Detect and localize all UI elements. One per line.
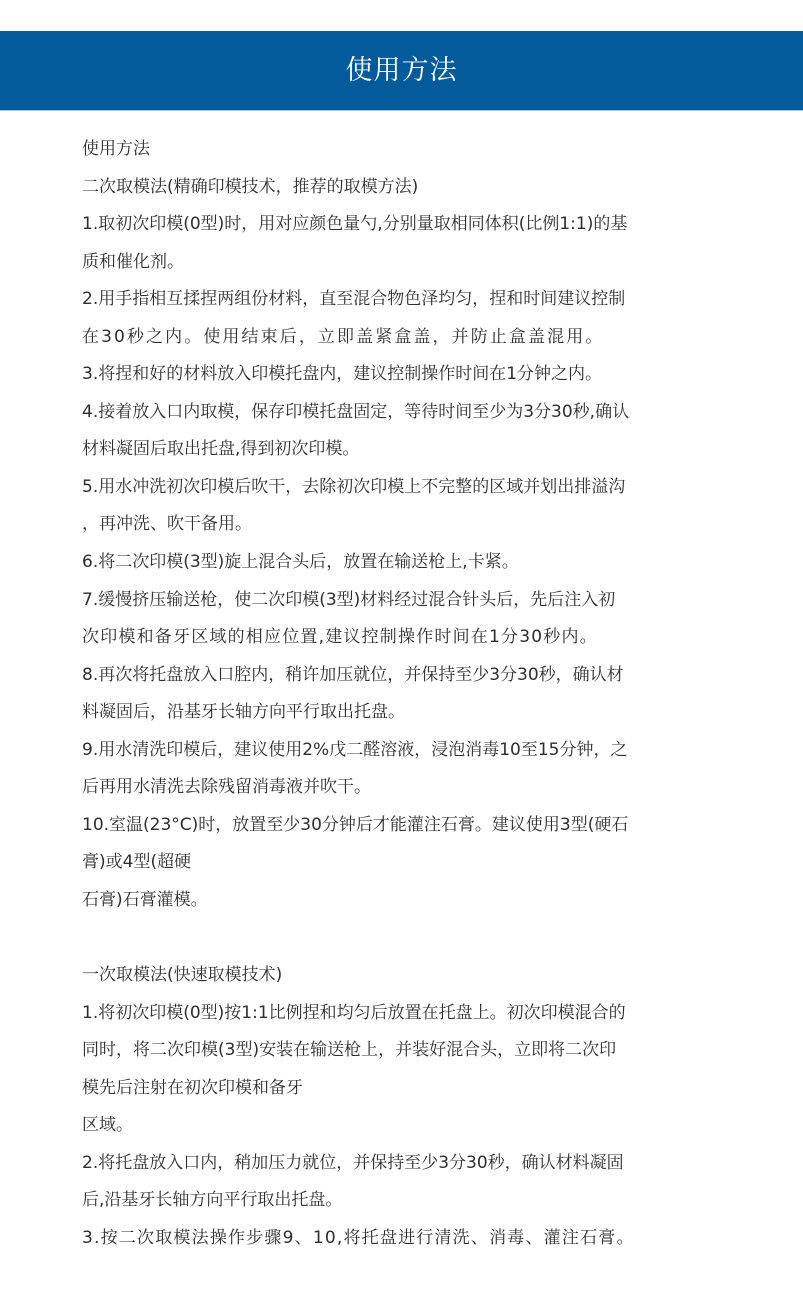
section-spacer (82, 919, 727, 957)
banner-title: 使用方法 (345, 55, 458, 86)
step-line: 7.缓慢挤压输送枪，使二次印模(3型)材料经过混合针头后，先后注入初 (82, 589, 616, 610)
step-line: 在30秒之内。使用结束后，立即盖紧盒盖，并防止盒盖混用。 (82, 326, 605, 347)
step-line: 次印模和备牙区域的相应位置,建议控制操作时间在1分30秒内。 (82, 627, 598, 648)
step-line: 3.按二次取模法操作步骤9、10,将托盘进行清洗、消毒、灌注石膏。 (82, 1227, 635, 1248)
section-header-banner (0, 31, 803, 111)
step-line: 6.将二次印模(3型)旋上混合头后，放置在输送枪上,卡紧。 (82, 552, 519, 573)
step-line: 膏)或4型(超硬 (82, 852, 192, 873)
step-line: 3.将捏和好的材料放入印模托盘内，建议控制操作时间在1分钟之内。 (82, 364, 603, 385)
step-line: 质和催化剂。 (82, 251, 184, 272)
step-line: 9.用水清洗印模后，建议使用2%戊二醛溶液，浸泡消毒10至15分钟，之 (82, 739, 628, 760)
step-line: 5.用水冲洗初次印模后吹干，去除初次印模上不完整的区域并划出排溢沟 (82, 476, 626, 497)
step-line: 材料凝固后取出托盘,得到初次印模。 (82, 439, 360, 460)
step-line: 后,沿基牙长轴方向平行取出托盘。 (82, 1190, 343, 1211)
step-line: 区域。 (82, 1115, 133, 1136)
step-line: 1.将初次印模(0型)按1:1比例捏和均匀后放置在托盘上。初次印模混合的 (82, 1002, 626, 1023)
step-line: 4.接着放入口内取模，保存印模托盘固定，等待时间至少为3分30秒,确认 (82, 401, 630, 422)
two-step-method-section (82, 169, 727, 920)
step-line: 1.取初次印模(0型)时，用对应颜色量勺,分别量取相同体积(比例1:1)的基 (82, 214, 628, 235)
step-line: 10.室温(23°C)时，放置至少30分钟后才能灌注石膏。建议使用3型(硬石 (82, 814, 629, 835)
step-line: 模先后注射在初次印模和备牙 (82, 1077, 303, 1098)
step-line: 料凝固后，沿基牙长轴方向平行取出托盘。 (82, 702, 405, 723)
step-line: 后再用水清洗去除残留消毒液并吹干。 (82, 777, 371, 798)
step-line: 2.用手指相互揉捏两组份材料，直至混合物色泽均匀，捏和时间建议控制 (82, 289, 626, 310)
one-step-method-title: 一次取模法(快速取模技术) (82, 965, 283, 986)
step-line: ，再冲洗、吹干备用。 (82, 514, 252, 535)
step-line: 石膏)石膏灌模。 (82, 889, 208, 910)
step-line: 2.将托盘放入口内，稍加压力就位，并保持至少3分30秒，确认材料凝固 (82, 1152, 624, 1173)
step-line: 8.再次将托盘放入口腔内，稍许加压就位，并保持至少3分30秒，确认材 (82, 664, 624, 685)
body-heading: 使用方法 (82, 139, 150, 159)
two-step-method-title: 二次取模法(精确印模技术，推荐的取模方法) (82, 176, 419, 197)
step-line: 同时，将二次印模(3型)安装在输送枪上，并装好混合头，立即将二次印 (82, 1040, 617, 1061)
one-step-method-section (82, 957, 727, 1257)
instructions-body (82, 131, 727, 1257)
